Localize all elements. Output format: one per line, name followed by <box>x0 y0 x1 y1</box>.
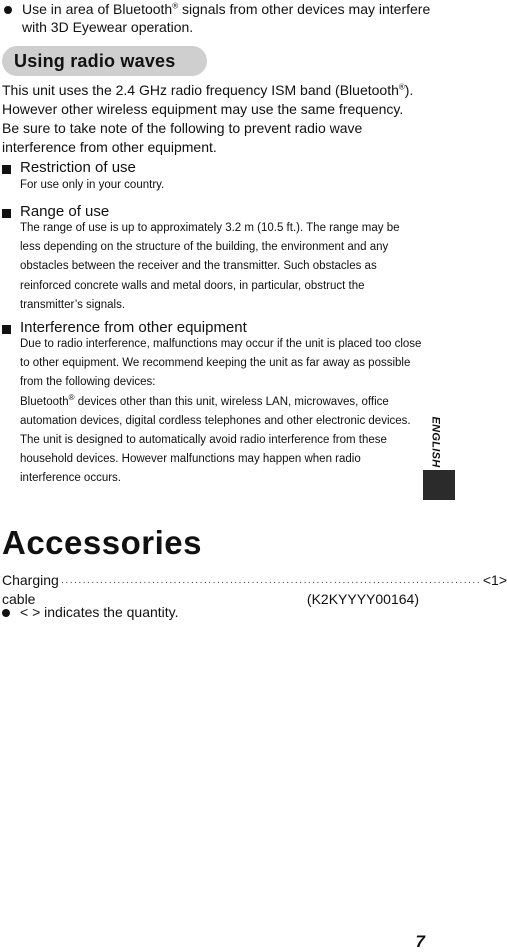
bullet-icon <box>4 6 12 14</box>
intro-text-b: ). However other wireless equipment may use the same frequency. Be sure to take note of the following to prevent radio wave interference from other equipment. <box>2 82 414 155</box>
interference-heading-text: Interference from other equipment <box>20 319 247 336</box>
interference-body-1: Due to radio interference, malfunctions may occur if the unit is placed too close to other equipment. We recommend keeping the unit as far away as possible from the following devices: <box>20 338 422 389</box>
range-heading-text: Range of use <box>20 203 110 220</box>
leader-dots: ································································································· <box>60 577 481 588</box>
language-label-text: ENGLISH <box>429 416 441 468</box>
intro-paragraph <box>2 81 422 157</box>
range-body: The range of use is up to approximately 3.2 m (10.5 ft.). The range may be less depending on the structure of the building, the environment and any obstacles between the receiver and the transmitter. Such obstacles as reinforced concrete walls and metal doors, in particular, obstruct the transmitter’s signals. <box>20 222 400 311</box>
registered-mark: ® <box>398 82 405 92</box>
top-bullet <box>4 0 442 36</box>
quantity-note <box>2 603 440 622</box>
section-heading-text: Using radio waves <box>14 50 176 71</box>
accessory-item-name: Charging cable <box>2 572 59 607</box>
registered-mark: ® <box>68 392 75 402</box>
square-bullet-icon <box>2 209 11 218</box>
restriction-heading-text: Restriction of use <box>20 159 136 176</box>
accessory-item-qty: <1> <box>482 572 507 588</box>
registered-mark: ® <box>172 1 179 11</box>
bullet-icon <box>2 609 10 617</box>
accessory-item-code: (K2KYYYY00164) <box>306 591 419 607</box>
interference-body-3: The unit is designed to automatically avoid radio interference from these household devices. However malfunctions may happen when radio interference occurs. <box>20 434 387 485</box>
intro-text-a: This unit uses the 2.4 GHz radio frequency ISM band (Bluetooth <box>2 82 399 98</box>
top-bullet-text-a: Use in area of Bluetooth <box>22 1 173 17</box>
interference-body-2 <box>20 393 422 431</box>
restriction-heading <box>2 158 440 177</box>
restriction-body: For use only in your country. <box>20 179 165 191</box>
square-bullet-icon <box>2 325 11 334</box>
top-bullet-text-b: signals from other devices may interfere with 3D Eyewear operation. <box>22 1 431 35</box>
interference-body <box>20 335 422 489</box>
section-heading <box>2 46 207 76</box>
accessories-title: Accessories <box>2 524 202 561</box>
language-tab-marker <box>423 470 455 500</box>
interference-body-2b: devices other than this unit, wireless LAN, microwaves, office automation devices, digital cordless telephones and other electronic devices. <box>20 395 411 427</box>
interference-body-2a: Bluetooth <box>20 395 69 408</box>
page-number: 7 <box>415 932 425 951</box>
quantity-note-text: < > indicates the quantity. <box>20 604 179 620</box>
language-label <box>420 412 450 472</box>
square-bullet-icon <box>2 165 11 174</box>
